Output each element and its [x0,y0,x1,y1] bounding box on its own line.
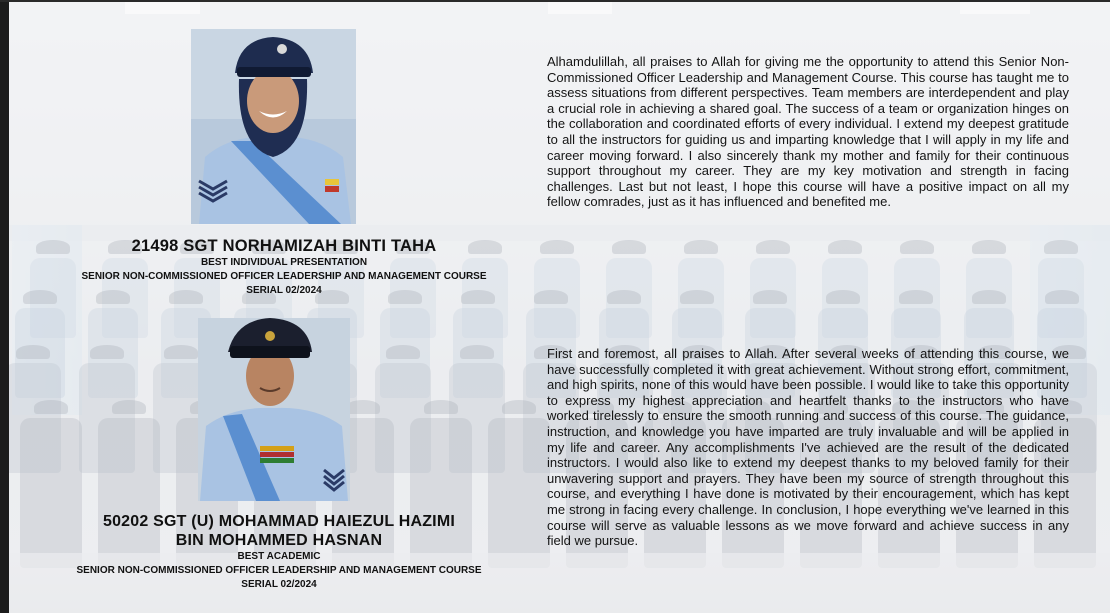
person-name-line-1: 50202 SGT (U) MOHAMMAD HAIEZUL HAZIMI [102,513,455,530]
course-title: SENIOR NON-COMMISSIONED OFFICER LEADERSHIP AND MANAGEMENT COURSE [81,271,487,282]
testimonial-1: Alhamdulillah, all praises to Allah for giving me the opportunity to attend this Senior Non-Commissioned Officer Leadership and Management Course. This course has taught me to assess situations from different perspectives. Team members are interdependent and play a crucial role in achieving a shared goal. The success of a team or organization hinges on the collaboration and coordinated efforts of every individual. I extend my deepest gratitude to all the instructors for guiding us and imparting knowledge that I will apply in my life and career moving forward. I also sincerely thank my mother and family for their continuous support throughout my career. They are my key motivation and strength in facing challenges. Last but not least, I hope this course will have a positive impact on all my fellow comrades, just as it has influenced and benefited me. [547,54,1069,210]
course-title: SENIOR NON-COMMISSIONED OFFICER LEADERSHIP AND MANAGEMENT COURSE [76,565,482,576]
caption-1 [75,237,493,298]
award-title: BEST INDIVIDUAL PRESENTATION [200,257,368,268]
course-serial: SERIAL 02/2024 [246,285,322,296]
portrait-photo-1 [191,29,356,224]
person-name-line-2: BIN MOHAMMED HASNAN [175,532,383,549]
left-border [0,0,9,613]
person-name: 21498 SGT NORHAMIZAH BINTI TAHA [131,237,437,255]
caption-2 [55,512,503,592]
testimonial-2: First and foremost, all praises to Allah. After several weeks of attending this course, we have successfully completed it with great achievement. Without strong effort, commitment, and high spirits, none of this would have been possible. I would like to take this opportunity to express my highest appreciation and heartfelt thanks to the instructors who have worked tirelessly to ensure the smooth running and success of this course. The guidance, instruction, and knowledge you have imparted are truly invaluable and will be applied in my life and career. Any accomplishments I've achieved are the result of the dedicated instructors. I would also like to extend my deepest thanks to my beloved family for their unwavering support and prayers. They have been my source of strength throughout this course, and everything I have done is motivated by their encouragement, which has kept me strong in facing every challenge. In conclusion, I hope everything we've learned in this course will serve as valuable lessons as we move forward and achieve success in any field we pursue. [547,346,1069,549]
course-serial: SERIAL 02/2024 [241,579,317,590]
portrait-photo-2 [198,318,350,501]
award-title: BEST ACADEMIC [237,551,321,562]
top-border [0,0,1110,2]
